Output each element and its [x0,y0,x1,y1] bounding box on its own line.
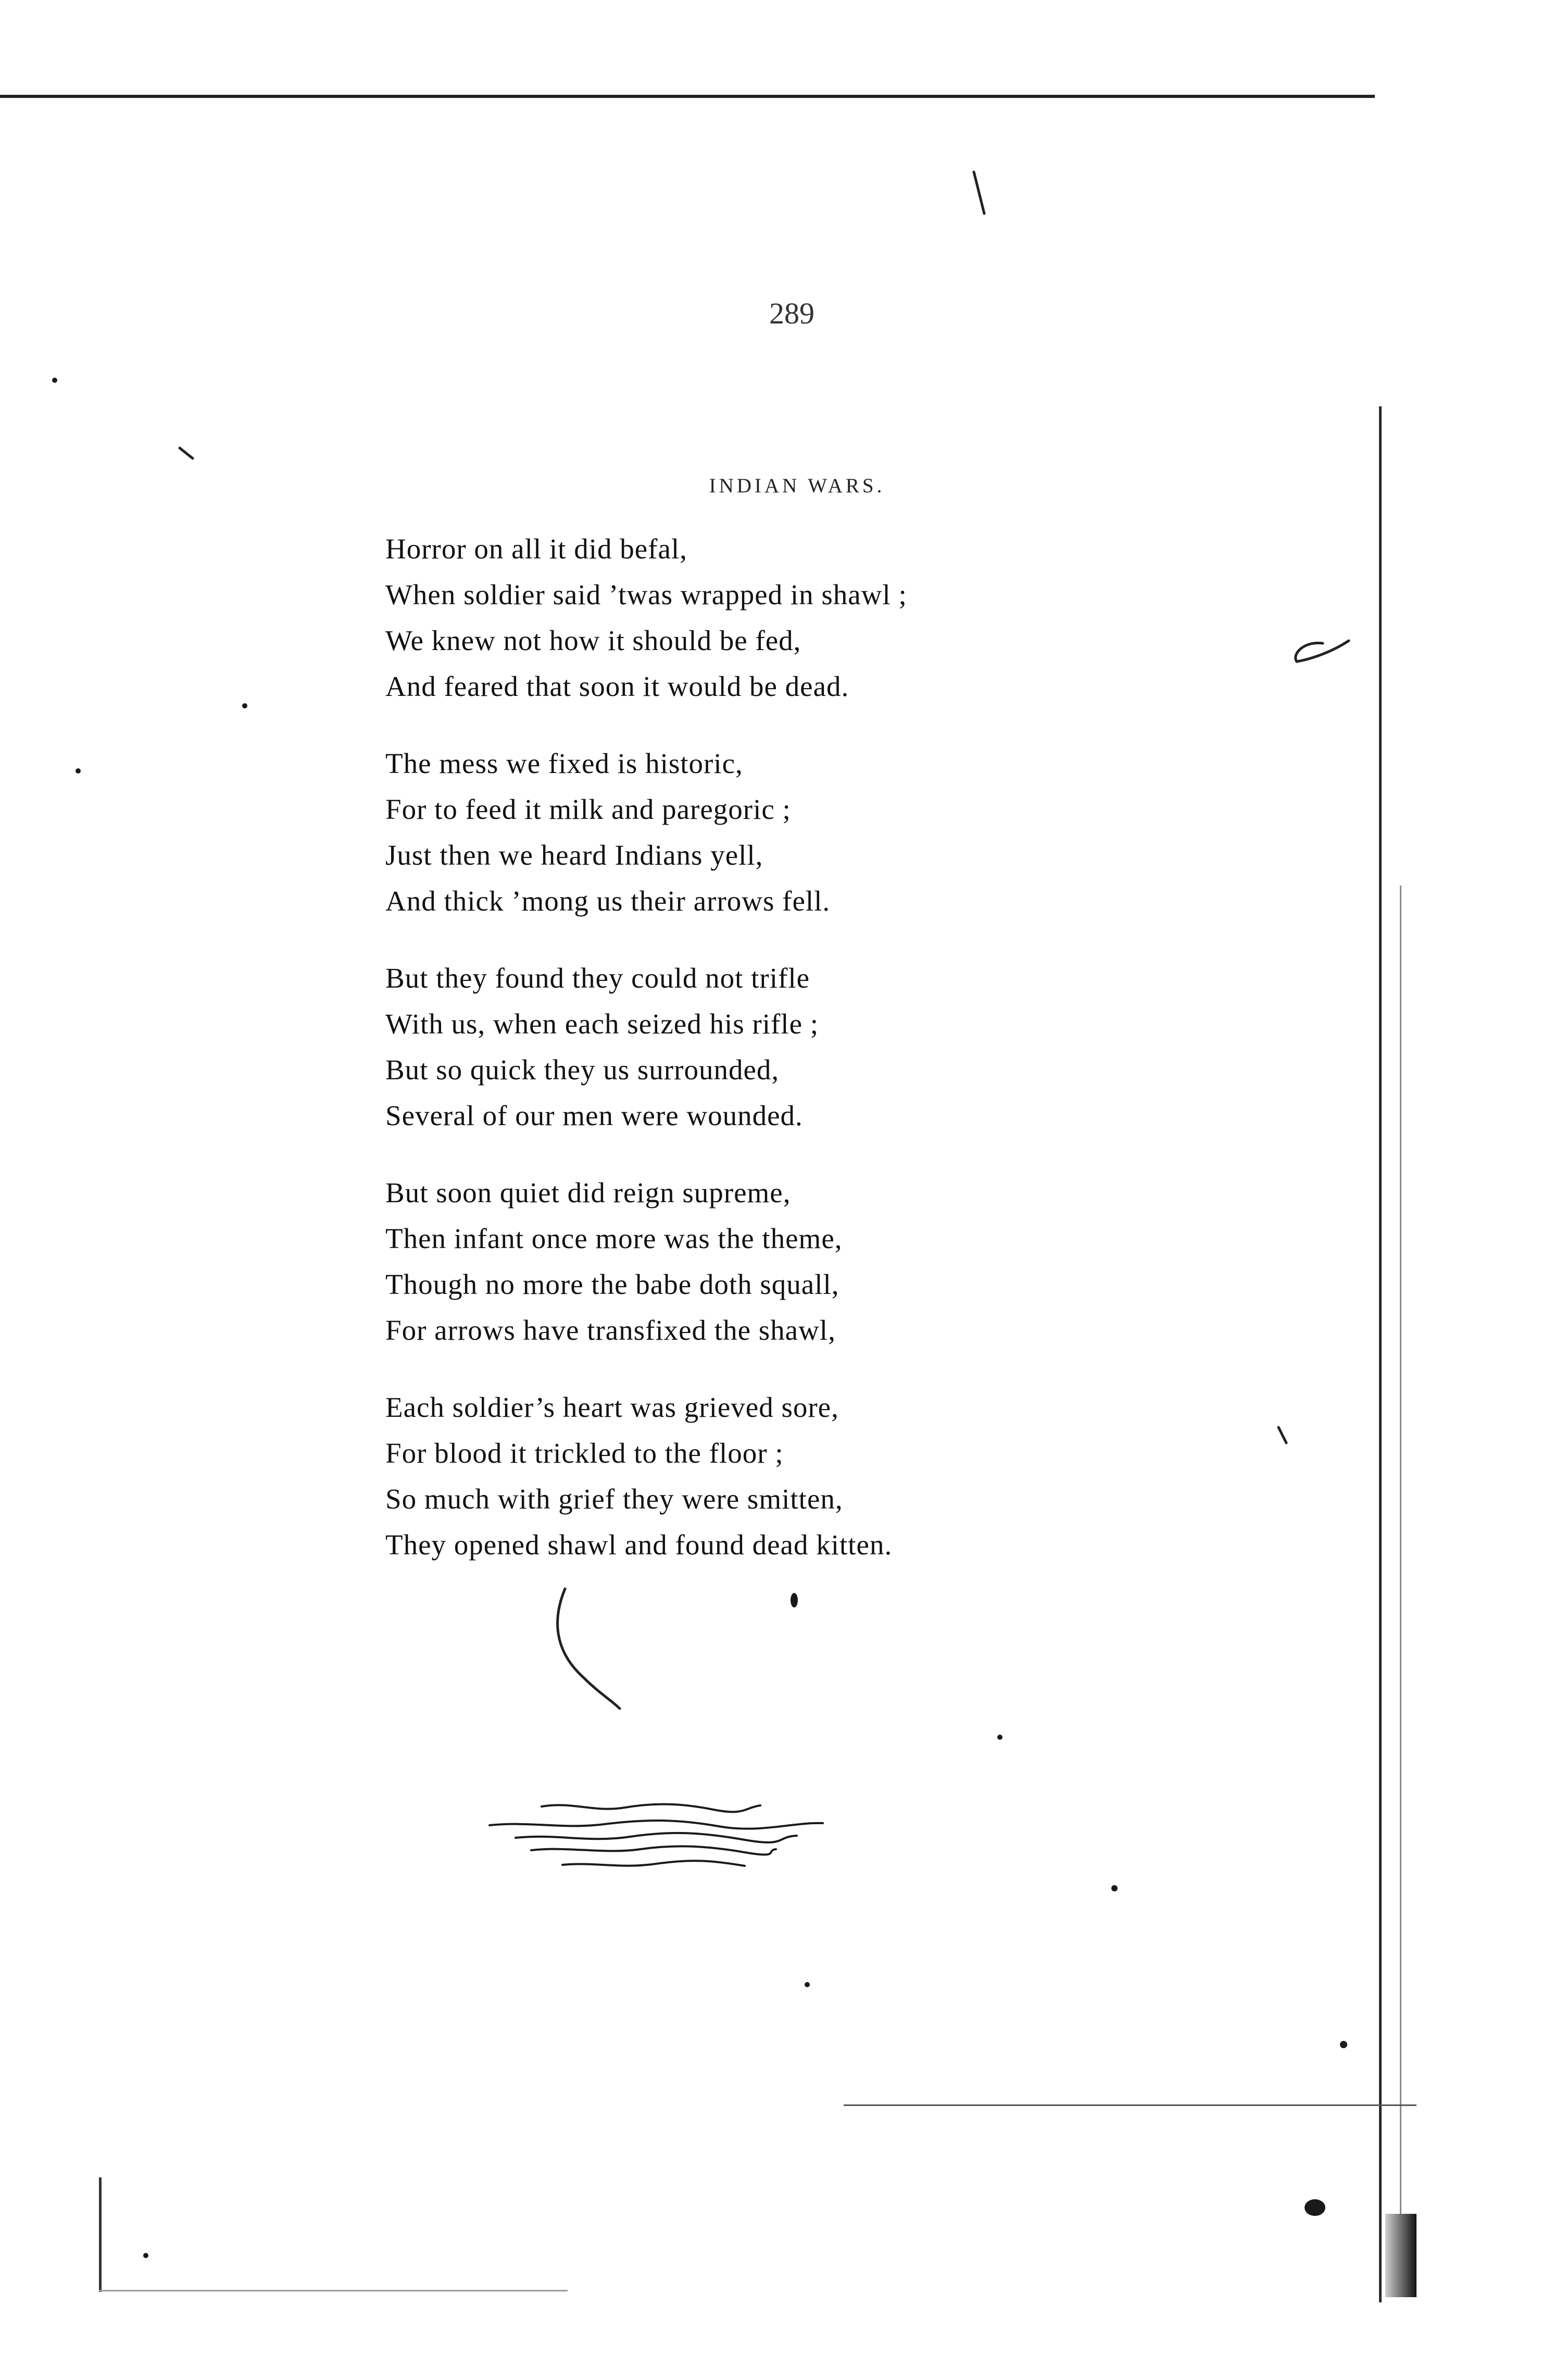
poem-line: But they found they could not trifle [385,962,810,994]
poem-line: Just then we heard Indians yell, [385,839,763,871]
poem-line: With us, when each seized his rifle ; [385,1008,819,1040]
poem-line: And feared that soon it would be dead. [385,670,849,702]
poem-line: Horror on all it did befal, [385,533,687,565]
poem-line: For to feed it milk and paregoric ; [385,793,791,825]
poem-line: But so quick they us surrounded, [385,1054,780,1086]
poem-line: For arrows have transfixed the shawl, [385,1314,836,1346]
poem-line: They opened shawl and found dead kitten. [385,1529,893,1561]
poem-line: Several of our men were wounded. [385,1100,803,1131]
poem-line: Then infant once more was the theme, [385,1223,843,1254]
poem-line: For blood it trickled to the floor ; [385,1437,784,1469]
poem-line: When soldier said ’twas wrapped in shawl ; [385,579,907,610]
page-number: 289 [769,296,814,330]
poem-line: Though no more the babe doth squall, [385,1268,839,1300]
poem-line: The mess we fixed is historic, [385,747,743,779]
poem-line: We knew not how it should be fed, [385,625,801,656]
poem-line: But soon quiet did reign supreme, [385,1177,791,1208]
running-head: INDIAN WARS. [709,475,885,497]
poem-line: And thick ’mong us their arrows fell. [385,885,831,917]
poem-line: So much with grief they were smitten, [385,1483,843,1515]
poem-line: Each soldier’s heart was grieved sore, [385,1391,839,1423]
